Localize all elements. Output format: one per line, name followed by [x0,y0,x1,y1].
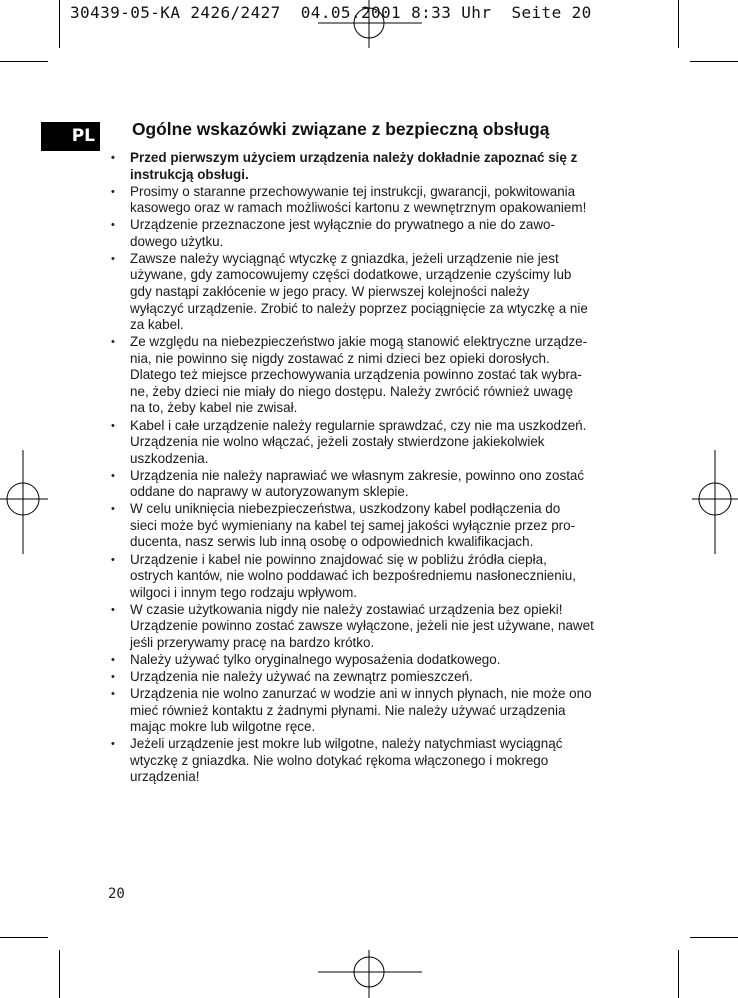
list-item [110,652,642,669]
list-item-line: • Urządzenia nie wolno zanurzać w wodzie ani w innych płynach, nie może ono [130,686,592,701]
list-item [110,501,642,551]
list-item-line: • Jeżeli urządzenie jest mokre lub wilgotne, należy natychmiast wyciągnąć [130,736,563,752]
list-item-line: • Należy używać tylko oryginalnego wyposażenia dodatkowego. [130,651,501,667]
list-item [110,552,642,602]
list-item-line: gdy nastąpi zakłócenie w jego pracy. W pierwszej kolejności należy [130,284,530,299]
list-item-line: wyłączyć urządzenie. Zrobić to należy poprzez pociągnięcie za wtyczkę a nie [130,300,588,316]
list-item-line: ducenta, nasz serwis lub inną osobę o odpowiednich kwalifikacjach. [130,534,534,550]
crop-mark-top-left-vertical [59,0,60,48]
list-item [110,184,642,217]
list-item-line: oddane do naprawy w autoryzowanym sklepie. [130,484,409,500]
crop-mark-top-right-vertical [678,0,679,48]
list-item-line: instrukcją obsługi. [130,166,249,182]
list-item-line: mieć również kontaktu z żadnymi płynami. Nie należy używać urządzenia [130,702,566,718]
list-item-line: Dlatego też miejsce przechowywania urządzenia powinno zostać tak wybra- [130,367,582,383]
list-item-line: sieci może być wymieniany na kabel tej samej jakości wyłącznie przez pro- [130,517,576,533]
safety-instructions-list [110,150,642,786]
list-item-line: nia, nie powinno się nigdy zostawać z nimi dzieci bez opieki dorosłych. [130,350,550,366]
list-item-line: dowego użytku. [130,233,224,249]
list-item [110,334,642,417]
list-item-line: wtyczkę z gniazdka. Nie wolno dotykać rękoma włączonego i mokrego [130,752,549,768]
crop-mark-bottom-right-horizontal [690,937,738,938]
list-item-line: • Urządzenia nie należy naprawiać we własnym zakresie, powinno ono zostać [130,467,585,483]
list-item [110,686,642,736]
crop-mark-bottom-left-vertical [59,950,60,998]
list-item-line: • Przed pierwszym użyciem urządzenia należy dokładnie zapoznać się z [130,150,578,165]
list-item-line: uszkodzenia. [130,450,209,466]
list-item-line: • Urządzenie przeznaczone jest wyłącznie do prywatnego a nie do zawo- [130,217,556,233]
list-item [110,602,642,652]
crop-mark-top-left-horizontal [0,61,48,62]
list-item-line: Urządzenia nie wolno włączać, jeżeli zostały stwierdzone jakiekolwiek [130,434,545,450]
list-item-line: ne, żeby dzieci nie miały do niego dostępu. Należy zwrócić również uwagę [130,383,573,399]
list-item-line: Urządzenie powinno zostać zawsze wyłączone, jeżeli nie jest używane, nawet [130,618,594,634]
list-item-line: jeśli przerywamy pracę na bardzo krótko. [130,634,375,650]
registration-mark-right-icon [690,450,738,554]
list-item-line: na to, żeby kabel nie zwisał. [130,400,298,416]
list-item-line: urządzenia! [130,769,200,785]
list-item [110,669,642,686]
list-item-line: kasowego oraz w ramach możliwości kartonu z wewnętrznym opakowaniem! [130,200,587,216]
list-item-line: • Urządzenie i kabel nie powinno znajdować się w pobliżu źródła ciepła, [130,551,547,567]
registration-mark-bottom-icon [318,948,422,998]
page-number: 20 [108,886,125,902]
registration-mark-top-icon [318,0,422,50]
list-item-line: • Ze względu na niebezpieczeństwo jakie mogą stanowić elektryczne urządze- [130,334,588,350]
list-item-line: • Zawsze należy wyciągnąć wtyczkę z gniazdka, jeżeli urządzenie nie jest [130,250,559,266]
list-item-line: • Urządzenia nie należy używać na zewnątrz pomieszczeń. [130,668,473,684]
list-item-line: • Prosimy o staranne przechowywanie tej instrukcji, gwarancji, pokwitowania [130,183,576,199]
registration-mark-left-icon [0,450,50,554]
list-item [110,468,642,501]
list-item [110,251,642,334]
list-item-line: mając mokre lub wilgotne ręce. [130,719,316,735]
list-item-line: ostrych kantów, nie wolno poddawać ich bezpośredniemu nasłonecznieniu, [130,568,576,584]
list-item [110,150,642,183]
list-item-line: • W celu uniknięcia niebezpieczeństwa, uszkodzony kabel podłączenia do [130,501,561,517]
print-slug: 30439-05-KA 2426/2427 04.05.2001 8:33 Uhr Seite 20 [70,3,592,22]
list-item-line: za kabel. [130,317,184,333]
list-item-line: • W czasie użytkowania nigdy nie należy zostawiać urządzenia bez opieki! [130,601,563,617]
list-item-line: • Kabel i całe urządzenie należy regularnie sprawdzać, czy nie ma uszkodzeń. [130,417,587,433]
section-title: Ogólne wskazówki związane z bezpieczną obsługą [132,119,550,139]
list-item-line: wilgoci i innym tego rodzaju wpływom. [130,584,358,600]
list-item [110,418,642,468]
language-tab: PL [41,122,100,151]
list-item-line: używane, gdy zamocowujemy części dodatkowe, urządzenie czyścimy lub [130,267,572,283]
list-item [110,217,642,250]
crop-mark-top-right-horizontal [690,61,738,62]
crop-mark-bottom-left-horizontal [0,937,48,938]
list-item [110,736,642,786]
crop-mark-bottom-right-vertical [678,950,679,998]
